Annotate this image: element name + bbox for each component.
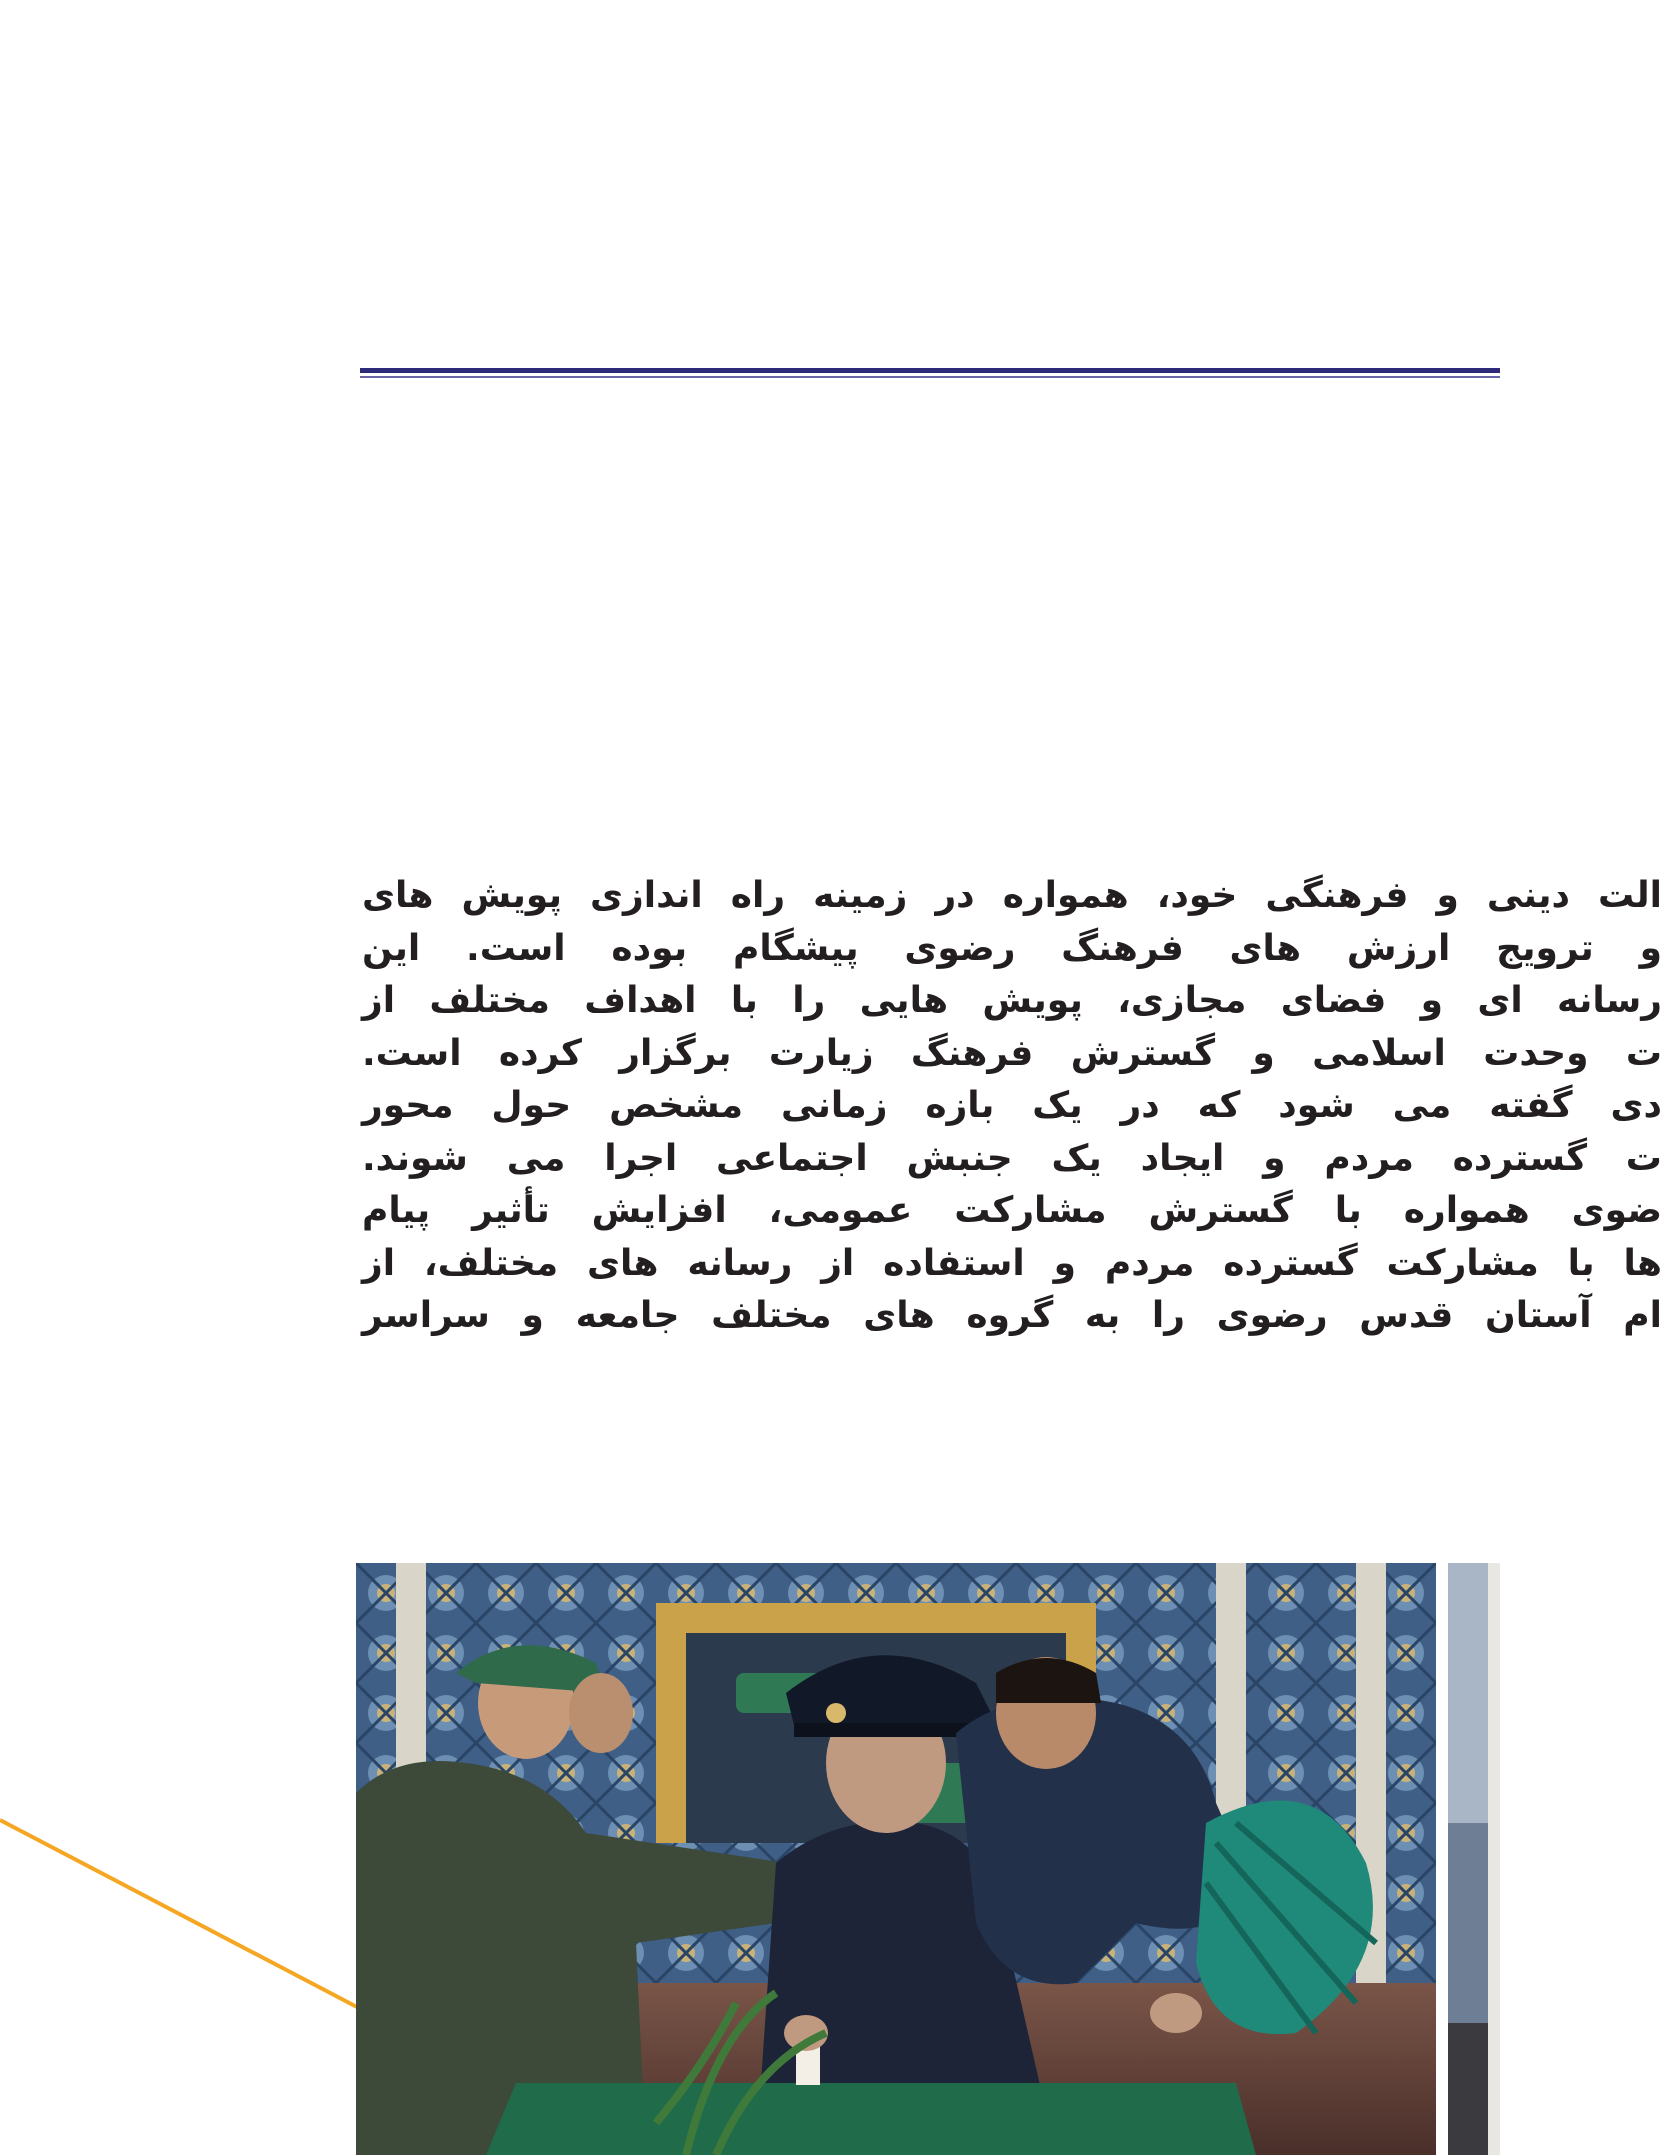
article-photo	[356, 1563, 1436, 2155]
divider-line-thick	[360, 368, 1500, 373]
body-line-8: ها با مشارکت گسترده مردم و استفاده از رسانه های مختلف، از	[362, 1242, 1662, 1284]
body-line-7: ضوی همواره با گسترش مشارکت عمومی، افزایش تأثیر پیام	[362, 1190, 1662, 1231]
body-line-5: دی گفته می شود که در یک بازه زمانی مشخص حول محور	[362, 1085, 1662, 1126]
body-line-9: ام آستان قدس رضوی را به گروه های مختلف جامعه و سراسر	[362, 1295, 1662, 1336]
body-line-4: ت وحدت اسلامی و گسترش فرهنگ زیارت برگزار کرده است.	[362, 1032, 1662, 1074]
header-divider	[360, 368, 1500, 380]
adjacent-photo-edge	[1448, 1563, 1500, 2155]
body-line-2: و ترویج ارزش های فرهنگ رضوی پیشگام بوده است. این	[362, 927, 1662, 969]
article-body	[362, 870, 1662, 1343]
body-line-6: ت گسترده مردم و ایجاد یک جنبش اجتماعی اجرا می شوند.	[362, 1137, 1662, 1179]
divider-line-thin	[360, 376, 1500, 378]
body-line-1: الت دینی و فرهنگی خود، همواره در زمینه راه اندازی پویش های	[362, 875, 1662, 916]
body-line-3: رسانه ای و فضای مجازی، پویش هایی را با اهداف مختلف از	[362, 980, 1662, 1021]
